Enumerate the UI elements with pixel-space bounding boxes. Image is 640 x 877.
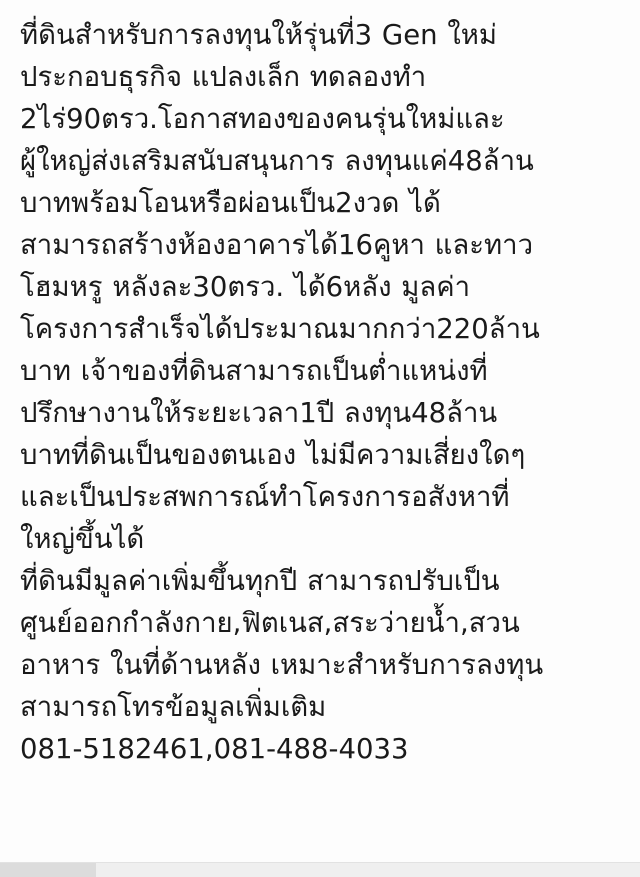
text-line: ที่ดินสำหรับการลงทุนให้รุ่นที่3 Gen ใหม่ bbox=[20, 19, 498, 51]
paragraph-value-and-contact bbox=[20, 560, 624, 770]
text-line: ประกอบธุรกิจ แปลงเล็ก ทดลองทำ bbox=[20, 61, 427, 93]
text-line: ผู้ใหญ่ส่งเสริมสนับสนุนการ ลงทุนแค่48ล้าน bbox=[20, 145, 534, 177]
text-line: สามารถสร้างห้องอาคารได้16คูหา และทาว bbox=[20, 229, 534, 261]
text-line: 2ไร่90ตรว.โอกาสทองของคนรุ่นใหม่และ bbox=[20, 103, 505, 135]
footer-accent-block bbox=[0, 863, 96, 877]
text-line: บาทที่ดินเป็นของตนเอง ไม่มีความเสี่ยงใดๆ bbox=[20, 439, 526, 471]
text-line: บาทพร้อมโอนหรือผ่อนเป็น2งวด ได้ bbox=[20, 187, 441, 219]
text-line: สามารถโทรข้อมูลเพิ่มเติม bbox=[20, 691, 327, 723]
document-body bbox=[20, 14, 624, 770]
text-line: ที่ดินมีมูลค่าเพิ่มขึ้นทุกปี สามารถปรับเป็น bbox=[20, 565, 500, 597]
paragraph-listing-description bbox=[20, 14, 624, 560]
footer-strip bbox=[0, 862, 640, 877]
text-line: อาหาร ในที่ด้านหลัง เหมาะสำหรับการลงทุน bbox=[20, 649, 544, 681]
text-line: โฮมหรู หลังละ30ตรว. ได้6หลัง มูลค่า bbox=[20, 271, 471, 303]
text-line: บาท เจ้าของที่ดินสามารถเป็นต่ำแหน่งที่ bbox=[20, 355, 488, 387]
text-line: ปรึกษางานให้ระยะเวลา1ปี ลงทุน48ล้าน bbox=[20, 397, 498, 429]
text-line: ศูนย์ออกกำลังกาย,ฟิตเนส,สระว่ายน้ำ,สวน bbox=[20, 607, 520, 639]
text-line: โครงการสำเร็จได้ประมาณมากกว่า220ล้าน bbox=[20, 313, 540, 345]
text-line: และเป็นประสพการณ์ทำโครงการอสังหาที่ bbox=[20, 481, 510, 513]
contact-phone-line[interactable]: 081-5182461,081-488-4033 bbox=[20, 733, 409, 765]
text-line: ใหญ่ขึ้นได้ bbox=[20, 523, 145, 555]
